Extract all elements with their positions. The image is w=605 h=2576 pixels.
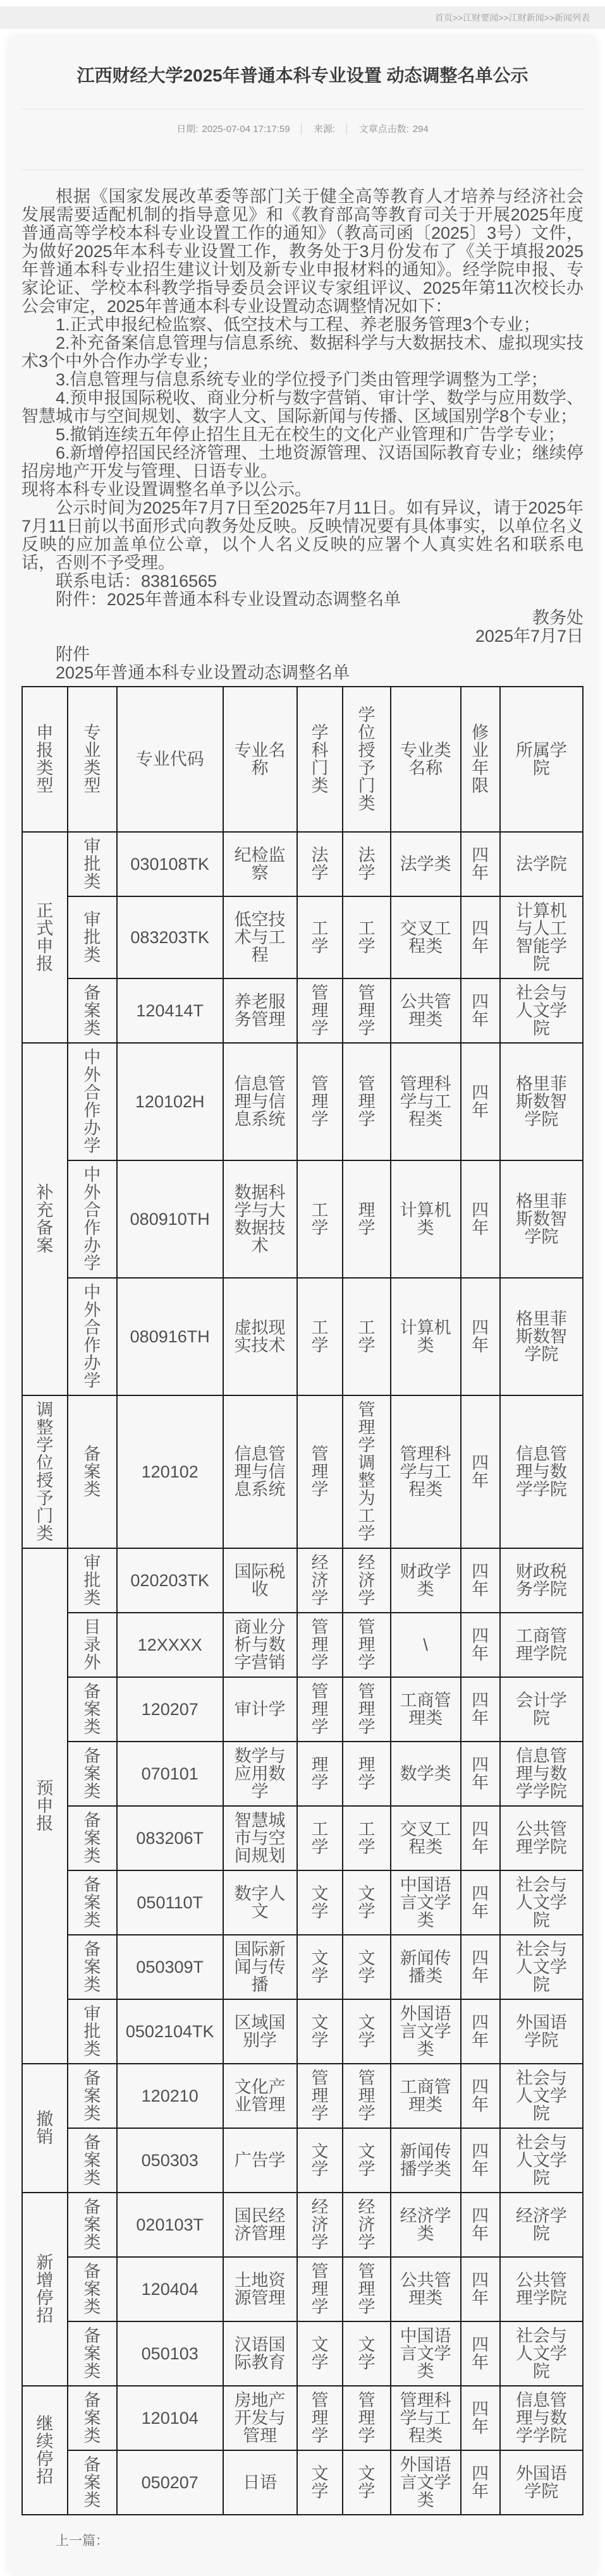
table-cell: 养老服务管理 [223,978,297,1043]
table-cell: 050103 [117,2321,223,2386]
table-cell: 四年 [461,2321,500,2386]
table-cell: 120102H [117,1043,223,1160]
table-cell: 工学 [297,1278,343,1395]
paragraph: 附件 [56,645,90,664]
table-cell: 备案类 [68,2128,117,2193]
table-row [22,896,583,978]
breadcrumb-link[interactable]: 江财要闻 [463,13,499,23]
table-cell: 工学 [343,896,390,978]
table-cell: 审批类 [68,896,117,978]
table-cell: 管理学 [297,1677,343,1742]
table-cell: 信息管理与数学学院 [500,1742,583,1806]
table-cell: 区域国别学 [223,1999,297,2064]
table-cell: 四年 [461,2064,500,2128]
table-cell: 083206T [117,1806,223,1870]
table-cell: 管理学 [343,978,390,1043]
table-cell: 四年 [461,1870,500,1935]
table-cell: 社会与人文学院 [500,2128,583,2193]
table-cell: 外国语学院 [500,2450,583,2515]
table-cell: 050303 [117,2128,223,2193]
group-label-cell: 继续停招 [22,2386,68,2515]
table-cell: 法学 [297,832,343,896]
paragraph: 教务处 [532,608,584,627]
table-cell: 经济学院 [500,2193,583,2257]
group-label-cell: 正式申报 [22,832,68,1043]
table-cell: 四年 [461,1395,500,1548]
table-cell: 备案类 [68,1395,117,1548]
table-cell: 083203TK [117,896,223,978]
table-cell: 公共管理学院 [500,1806,583,1870]
table-cell: 社会与人文学院 [500,2321,583,2386]
breadcrumb: 首页>>江财要闻>>江财新闻>>新闻列表 [434,13,590,23]
meta-separator: │ [298,124,305,135]
table-cell: 社会与人文学院 [500,978,583,1043]
table-cell: 智慧城市与空间规划 [223,1806,297,1870]
column-header: 专业类名称 [391,687,461,832]
table-cell: 四年 [461,2193,500,2257]
table-row [22,832,583,896]
table-row [22,1742,583,1806]
table-cell: 数据科学与大数据技术 [223,1160,297,1278]
table-cell: 工商管理学院 [500,1613,583,1677]
table-cell: 法学类 [391,832,461,896]
breadcrumb-link[interactable]: 新闻列表 [554,13,590,23]
table-cell: 备案类 [68,2257,117,2321]
table-body [22,832,583,2515]
prev-article-link[interactable]: 上一篇： [56,2534,109,2548]
breadcrumb-bar [0,6,605,29]
table-cell: 新闻传播类 [391,1935,461,1999]
table-cell: 四年 [461,1806,500,1870]
table-cell: 备案类 [68,1806,117,1870]
table-cell: 会计学院 [500,1677,583,1742]
table-cell: 0502104TK [117,1999,223,2064]
table-cell: 信息管理与信息系统 [223,1043,297,1160]
column-header: 申报类型 [22,687,68,832]
meta-separator: │ [344,124,350,135]
table-row [22,2321,583,2386]
group-label-cell: 调整学位授予门类 [22,1395,68,1548]
table-cell: 备案类 [68,2193,117,2257]
table-cell: 虚拟现实技术 [223,1278,297,1395]
table-row [22,2128,583,2193]
table-cell: 纪检监察 [223,832,297,896]
table-cell: 备案类 [68,2321,117,2386]
table-cell: 计算机与人工智能学院 [500,896,583,978]
hits-value: 294 [412,124,429,135]
table-cell: 020203TK [117,1548,223,1613]
table-cell: 公共管理学院 [500,2257,583,2321]
table-cell: 工商管理类 [391,1677,461,1742]
table-cell: 文学 [343,2128,390,2193]
table-cell: 四年 [461,2386,500,2450]
table-row [22,978,583,1043]
paragraph: 6.新增停招国民经济管理、土地资源管理、汉语国际教育专业；继续停招房地产开发与管理、日语专业。 [21,443,584,481]
table-cell: 外国语言文学类 [391,1999,461,2064]
table-cell: 房地产开发与管理 [223,2386,297,2450]
table-cell: 备案类 [68,978,117,1043]
table-cell: 格里菲斯数智学院 [500,1160,583,1278]
table-cell: 文学 [297,1935,343,1999]
paragraph: 5.撤销连续五年停止招生且无在校生的文化产业管理和广告学专业； [56,425,565,444]
table-cell: 050207 [117,2450,223,2515]
paragraph: 联系电话：83816565 [56,572,217,591]
table-row [22,1935,583,1999]
table-cell: 管理学 [343,2257,390,2321]
table-cell: 社会与人文学院 [500,1870,583,1935]
table-cell: 理学 [297,1742,343,1806]
date-value: 2025-07-04 17:17:59 [202,124,290,135]
table-cell: 数学类 [391,1742,461,1806]
table-cell: 数学与应用数学 [223,1742,297,1806]
table-row [22,1278,583,1395]
breadcrumb-link[interactable]: 首页 [434,13,453,23]
source-label: 来源: [314,124,336,135]
column-header: 所属学院 [500,687,583,832]
table-cell: 管理科学与工程类 [391,2386,461,2450]
table-cell: 管理科学与工程类 [391,1043,461,1160]
paragraph: 现将本科专业设置调整名单予以公示。 [21,480,312,499]
table-cell: 经济学 [297,1548,343,1613]
table-cell: 理学 [343,1160,390,1278]
table-cell: 四年 [461,2257,500,2321]
group-label-cell: 新增停招 [22,2193,68,2386]
group-label-cell: 撤销 [22,2064,68,2193]
table-cell: 四年 [461,1043,500,1160]
table-cell: 120404 [117,2257,223,2321]
table-row [22,1395,583,1548]
table-cell: 四年 [461,1935,500,1999]
table-cell: 理学 [343,1742,390,1806]
article-body [21,170,584,682]
table-cell: 12XXXX [117,1613,223,1677]
table-cell: 经济学 [343,2193,390,2257]
table-cell: 低空技术与工程 [223,896,297,978]
paragraph: 公示时间为2025年7月7日至2025年7月11日。如有异议，请于2025年7月11日前以书面形式向教务处反映。反映情况要有具体事实，以单位名义反映的应加盖单位公章，以个人名义反映的应署个人真实姓名和联系电话，否则不予受理。 [21,498,584,572]
table-cell: 080916TH [117,1278,223,1395]
table-cell: 交叉工程类 [391,896,461,978]
table-cell: 四年 [461,2128,500,2193]
table-cell: 文学 [343,2321,390,2386]
adjustment-table [21,686,584,2515]
paragraph: 附件：2025年普通本科专业设置动态调整名单 [56,590,401,609]
table-cell: 120104 [117,2386,223,2450]
table-cell: 公共管理类 [391,2257,461,2321]
paragraph: 1.正式申报纪检监察、低空技术与工程、养老服务管理3个专业； [56,315,541,334]
table-cell: 数字人文 [223,1870,297,1935]
table-cell: 新闻传播学类 [391,2128,461,2193]
table-cell: 管理学 [343,1677,390,1742]
table-cell: 备案类 [68,2450,117,2515]
table-cell: 信息管理与信息系统 [223,1395,297,1548]
table-cell: 020103T [117,2193,223,2257]
table-cell: 050110T [117,1870,223,1935]
table-cell: 中国语言文学类 [391,2321,461,2386]
table-cell: \ [391,1613,461,1677]
table-cell: 计算机类 [391,1278,461,1395]
table-cell: 文学 [297,1999,343,2064]
table-cell: 管理学 [297,2064,343,2128]
table-cell: 备案类 [68,2386,117,2450]
table-cell: 四年 [461,1999,500,2064]
table-cell: 中国语言文学类 [391,1870,461,1935]
table-cell: 工学 [297,1806,343,1870]
table-cell: 法学院 [500,832,583,896]
table-cell: 管理学 [297,1613,343,1677]
table-cell: 管理学 [297,2257,343,2321]
table-row [22,1677,583,1742]
table-cell: 中外合作办学 [68,1278,117,1395]
article-card [8,35,597,2576]
table-cell: 050309T [117,1935,223,1999]
paragraph: 2025年7月7日 [475,627,584,646]
column-header: 专业代码 [117,687,223,832]
table-cell: 四年 [461,832,500,896]
table-cell: 管理学 [343,2386,390,2450]
table-cell: 工学 [343,1806,390,1870]
table-cell: 备案类 [68,1742,117,1806]
table-cell: 法学 [343,832,390,896]
paragraph: 3.信息管理与信息系统专业的学位授予门类由管理学调整为工学； [56,370,548,389]
table-cell: 120210 [117,2064,223,2128]
table-row [22,2386,583,2450]
table-cell: 国际新闻与传播 [223,1935,297,1999]
table-cell: 文学 [297,2321,343,2386]
table-cell: 工学 [297,1160,343,1278]
table-cell: 社会与人文学院 [500,1935,583,1999]
table-cell: 工商管理类 [391,2064,461,2128]
table-cell: 审批类 [68,832,117,896]
table-cell: 文学 [343,1999,390,2064]
table-cell: 信息管理与数学学院 [500,2386,583,2450]
page-title: 江西财经大学2025年普通本科专业设置 动态调整名单公示 [76,66,529,85]
table-cell: 格里菲斯数智学院 [500,1278,583,1395]
table-cell: 管理学 [343,1043,390,1160]
table-row [22,1870,583,1935]
table-cell: 文学 [343,1870,390,1935]
table-cell: 备案类 [68,1935,117,1999]
table-cell: 格里菲斯数智学院 [500,1043,583,1160]
table-cell: 审计学 [223,1677,297,1742]
table-row [22,1043,583,1160]
table-cell: 工学 [297,896,343,978]
table-cell: 120414T [117,978,223,1043]
table-cell: 国民经济管理 [223,2193,297,2257]
table-row [22,1548,583,1613]
group-label-cell: 补充备案 [22,1043,68,1395]
breadcrumb-link[interactable]: 江财新闻 [508,13,544,23]
table-cell: 交叉工程类 [391,1806,461,1870]
table-cell: 审批类 [68,1999,117,2064]
table-cell: 文学 [297,2450,343,2515]
column-header: 专业名称 [223,687,297,832]
paragraph: 4.预申报国际税收、商业分析与数字营销、审计学、数学与应用数学、智慧城市与空间规划、数字人文、国际新闻与传播、区域国别学8个专业； [21,388,584,426]
table-cell: 工学 [343,1278,390,1395]
table-row [22,2064,583,2128]
table-cell: 070101 [117,1742,223,1806]
table-cell: 中外合作办学 [68,1160,117,1278]
date-label: 日期: [176,124,199,135]
table-cell: 文学 [343,2450,390,2515]
table-cell: 管理科学与工程类 [391,1395,461,1548]
table-row [22,2257,583,2321]
table-cell: 四年 [461,1742,500,1806]
table-cell: 信息管理与数学学院 [500,1395,583,1548]
table-cell: 120102 [117,1395,223,1548]
table-row [22,2450,583,2515]
table-cell: 广告学 [223,2128,297,2193]
table-cell: 030108TK [117,832,223,896]
table-cell: 管理学 [297,978,343,1043]
table-cell: 外国语学院 [500,1999,583,2064]
column-header: 学科门类 [297,687,343,832]
table-cell: 经济学 [297,2193,343,2257]
table-cell: 土地资源管理 [223,2257,297,2321]
table-cell: 文学 [297,2128,343,2193]
table-cell: 备案类 [68,1870,117,1935]
table-row [22,1613,583,1677]
group-label-cell: 预申报 [22,1548,68,2064]
table-cell: 080910TH [117,1160,223,1278]
table-cell: 备案类 [68,1677,117,1742]
paragraph: 2025年普通本科专业设置动态调整名单 [56,663,350,682]
table-cell: 管理学 [297,2386,343,2450]
table-cell: 财政学类 [391,1548,461,1613]
table-cell: 四年 [461,1160,500,1278]
table-cell: 汉语国际教育 [223,2321,297,2386]
table-row [22,1999,583,2064]
column-header: 修业年限 [461,687,500,832]
table-cell: 四年 [461,1278,500,1395]
table-cell: 财政税务学院 [500,1548,583,1613]
table-cell: 文学 [297,1870,343,1935]
paragraph: 2.补充备案信息管理与信息系统、数据科学与大数据技术、虚拟现实技术3个中外合作办学专业； [21,334,584,371]
table-cell: 社会与人文学院 [500,2064,583,2128]
table-cell: 管理学调整为工学 [343,1395,390,1548]
column-header: 学位授予门类 [343,687,390,832]
table-cell: 文化产业管理 [223,2064,297,2128]
table-cell: 管理学 [343,1613,390,1677]
table-cell: 经济学类 [391,2193,461,2257]
table-cell: 四年 [461,1677,500,1742]
column-header: 专业类型 [68,687,117,832]
table-cell: 四年 [461,1613,500,1677]
table-cell: 四年 [461,896,500,978]
article-meta [21,109,584,148]
hits-label: 文章点击数: [358,124,409,135]
table-cell: 备案类 [68,2064,117,2128]
table-cell: 外国语言文学类 [391,2450,461,2515]
table-cell: 管理学 [297,1395,343,1548]
table-cell: 商业分析与数字营销 [223,1613,297,1677]
table-cell: 管理学 [343,2064,390,2128]
table-cell: 四年 [461,978,500,1043]
table-cell: 120207 [117,1677,223,1742]
table-row [22,2193,583,2257]
table-cell: 审批类 [68,1548,117,1613]
table-cell: 计算机类 [391,1160,461,1278]
paragraph: 根据《国家发展改革委等部门关于健全高等教育人才培养与经济社会发展需要适配机制的指导意见》和《教育部高等教育司关于开展2025年度普通高等学校本科专业设置工作的通知》（教高司函〔2025〕3号）文件，为做好2025年本科专业设置工作，教务处于3月份发布了《关于填报2025年普通本科专业招生建议计划及新专业申报材料的通知》。经学院申报、专家论证、学校本科教学指导委员会评议专家组评议、2025年第11次校长办公会审定，2025年普通本科专业设置动态调整情况如下： [21,187,584,316]
table-cell: 公共管理类 [391,978,461,1043]
table-row [22,1160,583,1278]
table-cell: 经济学 [343,1548,390,1613]
table-cell: 四年 [461,2450,500,2515]
table-cell: 国际税收 [223,1548,297,1613]
table-cell: 中外合作办学 [68,1043,117,1160]
table-cell: 目录外 [68,1613,117,1677]
table-cell: 日语 [223,2450,297,2515]
table-cell: 四年 [461,1548,500,1613]
table-header-row [22,687,583,832]
table-cell: 管理学 [297,1043,343,1160]
table-row [22,1806,583,1870]
table-cell: 文学 [343,1935,390,1999]
